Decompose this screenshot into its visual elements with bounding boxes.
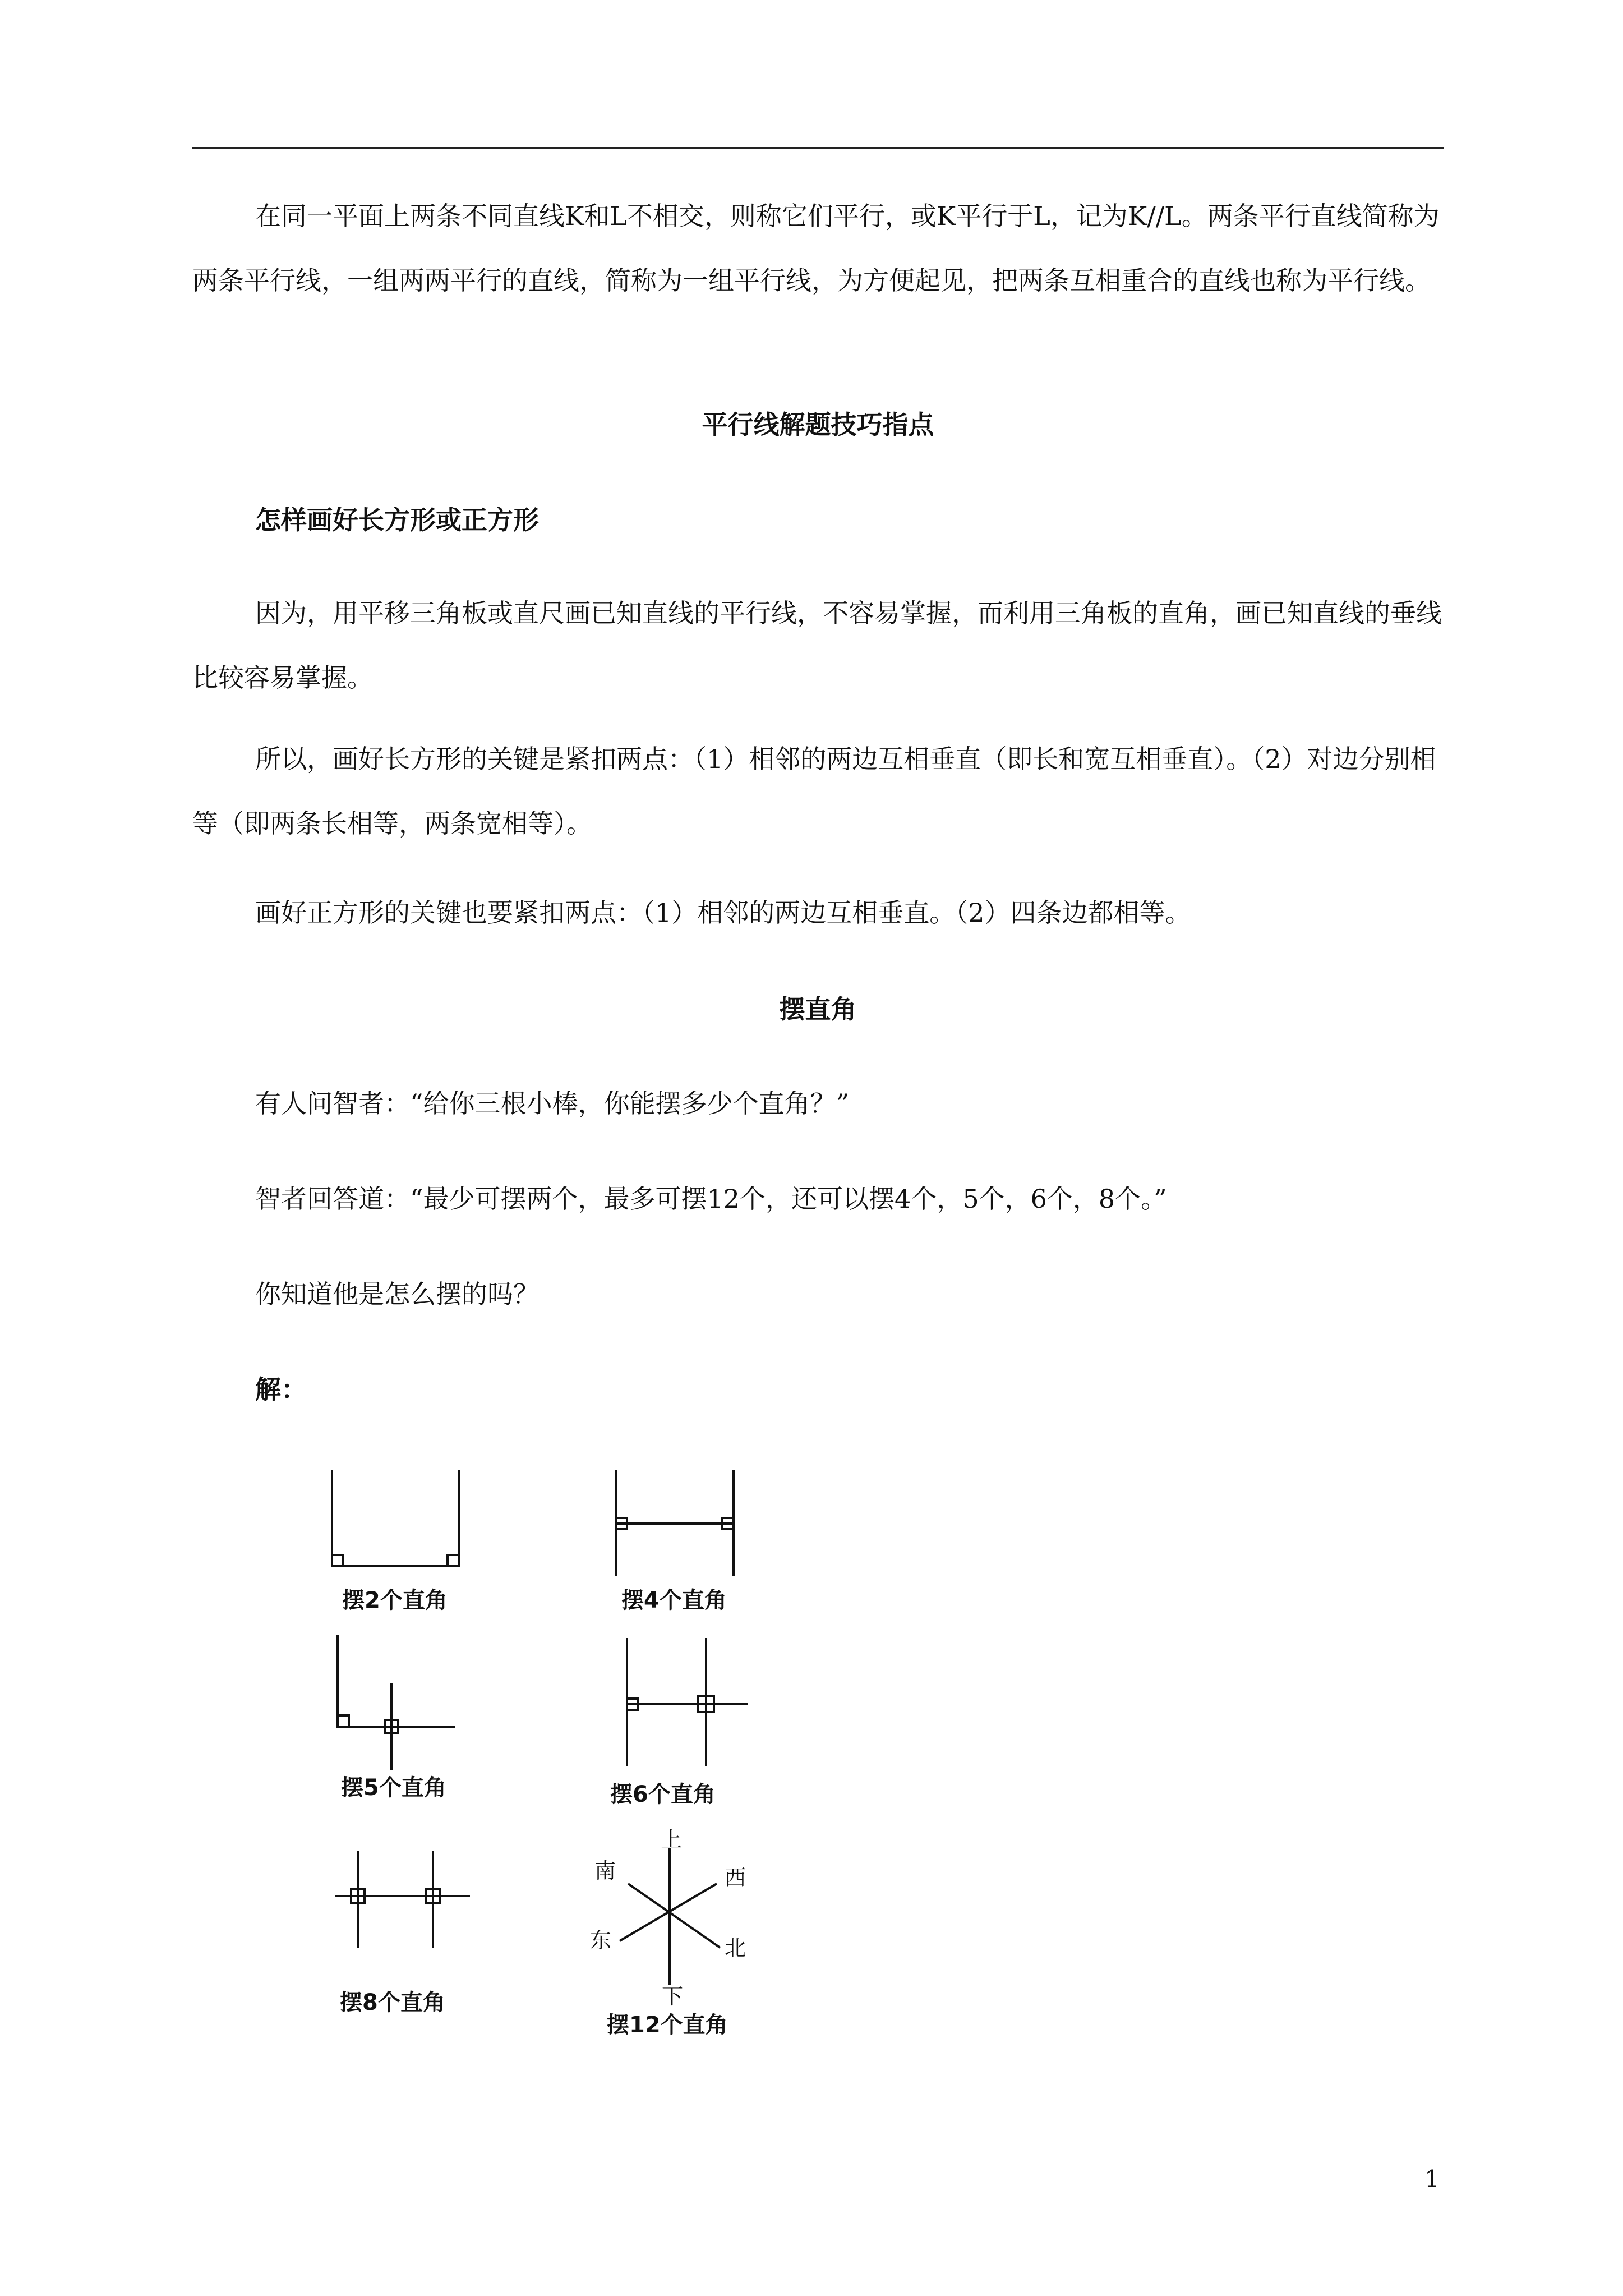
- label-2: 摆2个直角: [342, 1588, 448, 1613]
- label-8: 摆8个直角: [340, 1990, 445, 2016]
- figure-4-right-angles: [616, 1470, 734, 1613]
- figure-8-right-angles: [335, 1851, 470, 2016]
- dir-east: 东: [590, 1928, 612, 1953]
- right-angle-diagrams: [303, 1453, 785, 2047]
- figure-2-right-angles: [332, 1470, 459, 1613]
- section-title: 平行线解题技巧指点: [702, 409, 934, 440]
- figure-12-right-angles: [590, 1827, 746, 2038]
- header-rule: [192, 147, 1444, 149]
- label-6: 摆6个直角: [610, 1782, 716, 1807]
- label-5: 摆5个直角: [341, 1775, 446, 1801]
- subheading: 怎样画好长方形或正方形: [255, 505, 539, 535]
- answer-label: 解：: [255, 1374, 307, 1405]
- paragraph-4: 画好正方形的关键也要紧扣两点：（1）相邻的两边互相垂直。（2）四条边都相等。: [255, 898, 1191, 928]
- section2-title: 摆直角: [779, 994, 857, 1024]
- paragraph-2: 因为，用平移三角板或直尺画已知直线的平行线，不容易掌握，而利用三角板的直角，画已知直线的垂线比较容易掌握。: [192, 598, 1442, 693]
- label-12: 摆12个直角: [607, 2012, 728, 2038]
- question-line-1: 有人问智者：“给你三根小棒，你能摆多少个直角？”: [255, 1088, 850, 1119]
- page-number: 1: [1424, 2165, 1440, 2193]
- label-4: 摆4个直角: [621, 1588, 727, 1613]
- dir-south: 南: [594, 1858, 616, 1883]
- question-line-3: 你知道他是怎么摆的吗？: [255, 1279, 539, 1309]
- dir-north: 北: [725, 1936, 746, 1961]
- figure-6-right-angles: [610, 1638, 748, 1807]
- figure-5-right-angles: [338, 1635, 455, 1801]
- paragraph-3: 所以，画好长方形的关键是紧扣两点：（1）相邻的两边互相垂直（即长和宽互相垂直）。（2）对边分别相等（即两条长相等，两条宽相等）。: [192, 744, 1436, 839]
- intro-paragraph: 在同一平面上两条不同直线K和L不相交，则称它们平行，或K平行于L，记为K//L。两条平行直线简称为两条平行线，一组两两平行的直线，简称为一组平行线，为方便起见，把两条互相重合的直线也称为平行线。: [192, 201, 1440, 296]
- question-line-2: 智者回答道：“最少可摆两个，最多可摆12个，还可以摆4个，5个，6个，8个。”: [255, 1184, 1167, 1214]
- dir-down: 下: [662, 1984, 684, 2009]
- dir-up: 上: [661, 1827, 683, 1852]
- dir-west: 西: [725, 1865, 746, 1890]
